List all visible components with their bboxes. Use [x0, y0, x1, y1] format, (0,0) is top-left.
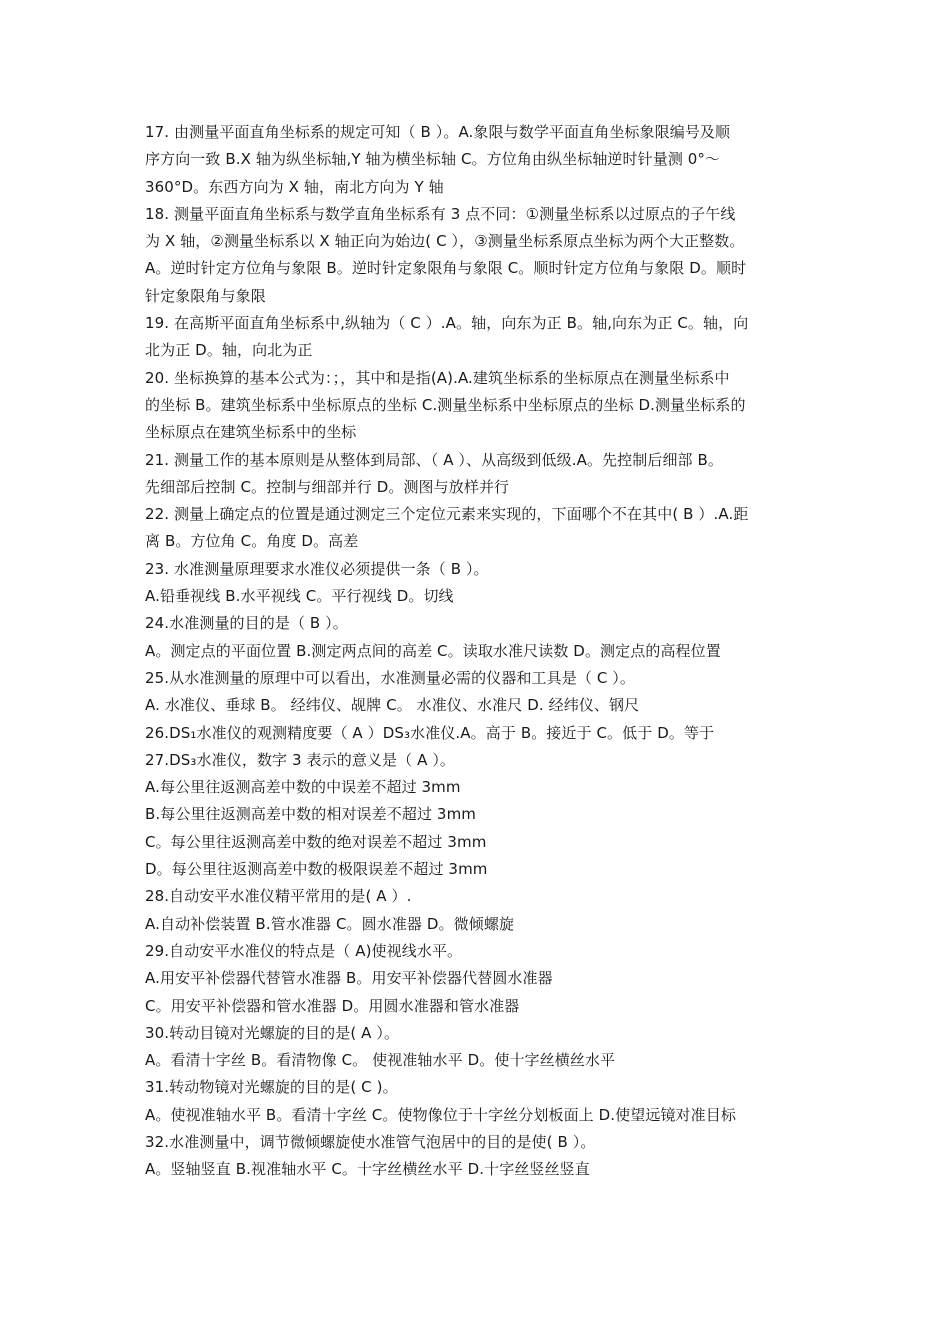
- text-line: 先细部后控制 C。控制与细部并行 D。测图与放样并行: [145, 477, 510, 496]
- text-line: B.每公里往返测高差中数的相对误差不超过 3mm: [145, 805, 476, 824]
- text-line: 北为正 D。轴，向北为正: [145, 341, 313, 360]
- text-line: A。测定点的平面位置 B.测定两点间的高差 C。读取水准尺读数 D。测定点的高程位置: [145, 641, 721, 660]
- text-line: A.铅垂视线 B.水平视线 C。平行视线 D。切线: [145, 587, 454, 606]
- text-line: 25.从水准测量的原理中可以看出，水准测量必需的仪器和工具是（ C ）。: [145, 668, 635, 687]
- text-line: 27.DS₃水准仪，数字 3 表示的意义是（ A ）。: [145, 750, 456, 769]
- text-line: 针定象限角与象限: [145, 286, 266, 305]
- text-line: 21. 测量工作的基本原则是从整体到局部、（ A ）、从高级到低级.A。先控制后细部 B。: [145, 450, 724, 469]
- document-page: [145, 119, 810, 1184]
- text-line: 的坐标 B。建筑坐标系中坐标原点的坐标 C.测量坐标系中坐标原点的坐标 D.测量坐标系的: [145, 395, 746, 414]
- text-line: 29.自动安平水准仪的特点是（ A)使视线水平。: [145, 941, 463, 960]
- text-line: D。每公里往返测高差中数的极限误差不超过 3mm: [145, 860, 488, 879]
- text-line: A. 水准仪、垂球 B。 经纬仪、觇牌 C。 水准仪、水准尺 D. 经纬仪、钢尺: [145, 696, 640, 715]
- text-line: 离 B。方位角 C。角度 D。高差: [145, 532, 359, 551]
- text-line: 17. 由测量平面直角坐标系的规定可知（ B ）。A.象限与数学平面直角坐标象限编号及顺: [145, 123, 731, 141]
- text-line: 19. 在高斯平面直角坐标系中,纵轴为（ C ）.A。轴，向东为正 B。轴,向东为正 C。轴，向: [145, 314, 749, 333]
- text-line: 32.水准测量中，调节微倾螺旋使水准管气泡居中的目的是使( B ）。: [145, 1132, 596, 1151]
- text-line: 24.水准测量的目的是（ B ）。: [145, 614, 348, 633]
- text-line: A.用安平补偿器代替管水准器 B。用安平补偿器代替圆水准器: [145, 969, 553, 988]
- text-line: A.每公里往返测高差中数的中误差不超过 3mm: [145, 778, 461, 797]
- text-line: 18. 测量平面直角坐标系与数学直角坐标系有 3 点不同：①测量坐标系以过原点的子午线: [145, 204, 736, 223]
- text-line: 26.DS₁水准仪的观测精度要（ A ）DS₃水准仪.A。高于 B。接近于 C。低于 D。等于: [145, 723, 715, 742]
- text-line: C。每公里往返测高差中数的绝对误差不超过 3mm: [145, 832, 487, 851]
- text-line: A。使视准轴水平 B。看清十字丝 C。使物像位于十字丝分划板面上 D.使望远镜对准目标: [145, 1105, 736, 1124]
- text-line: C。用安平补偿器和管水准器 D。用圆水准器和管水准器: [145, 996, 520, 1015]
- text-line: 20. 坐标换算的基本公式为：；，其中和是指(A).A.建筑坐标系的坐标原点在测量坐标系中: [145, 368, 730, 387]
- text-line: A。看清十字丝 B。看清物像 C。 使视准轴水平 D。使十字丝横丝水平: [145, 1051, 616, 1070]
- text-line: A。逆时针定方位角与象限 B。逆时针定象限角与象限 C。顺时针定方位角与象限 D。顺时: [145, 259, 747, 278]
- text-line: 30.转动目镜对光螺旋的目的是( A ）。: [145, 1023, 400, 1042]
- text-line: A。竖轴竖直 B.视准轴水平 C。十字丝横丝水平 D.十字丝竖丝竖直: [145, 1160, 590, 1179]
- text-line: 360°D。东西方向为 X 轴，南北方向为 Y 轴: [145, 177, 444, 196]
- text-line: 28.自动安平水准仪精平常用的是( A ）.: [145, 887, 412, 906]
- text-line: 22. 测量上确定点的位置是通过测定三个定位元素来实现的，下面哪个不在其中( B ）.A.距: [145, 505, 749, 524]
- text-line: A.自动补偿装置 B.管水准器 C。圆水准器 D。微倾螺旋: [145, 914, 515, 933]
- text-line: 为 X 轴，②测量坐标系以 X 轴正向为始边( C ），③测量坐标系原点坐标为两个大正整数。: [145, 232, 745, 251]
- text-line: 23. 水准测量原理要求水准仪必须提供一条（ B ）。: [145, 559, 489, 578]
- text-line: 坐标原点在建筑坐标系中的坐标: [145, 423, 357, 442]
- text-line: 序方向一致 B.X 轴为纵坐标轴,Y 轴为横坐标轴 C。方位角由纵坐标轴逆时针量测 0°～: [145, 150, 721, 169]
- text-line: 31.转动物镜对光螺旋的目的是( C )。: [145, 1078, 398, 1097]
